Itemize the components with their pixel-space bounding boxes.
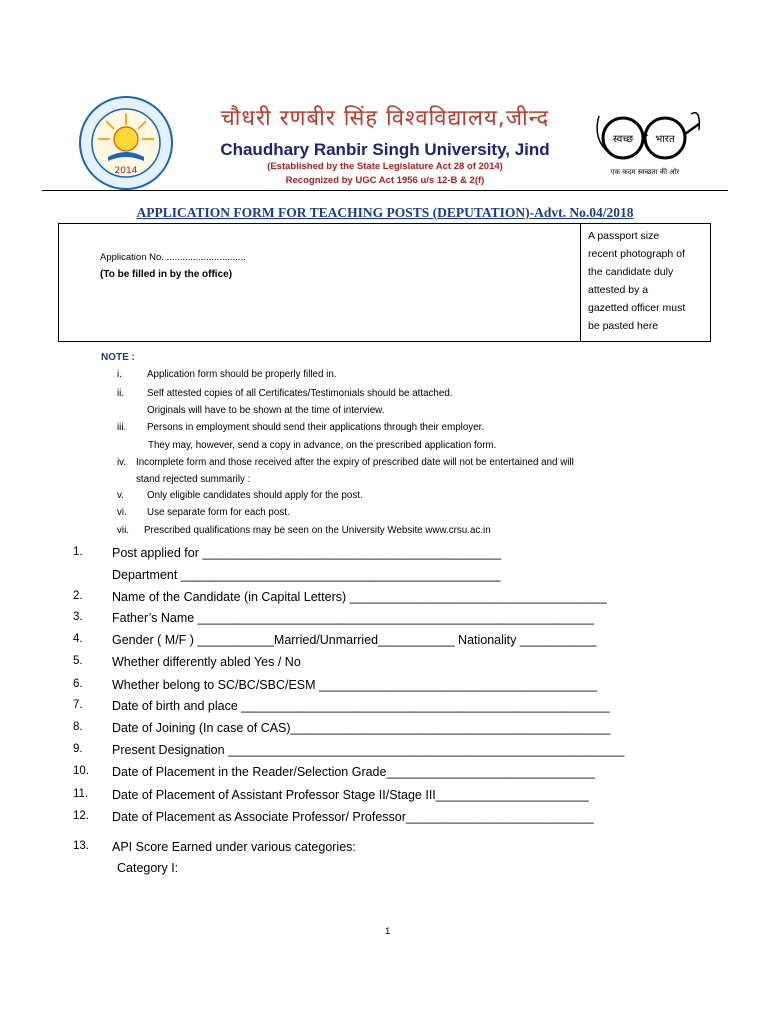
- university-name-hindi: चौधरी रणबीर सिंह विश्वविद्यालय,जीन्द: [220, 106, 550, 131]
- field-date-of-joining[interactable]: Date of Joining (In case of CAS)______________________________________________: [112, 721, 611, 735]
- svg-text:भारत: भारत: [655, 134, 675, 145]
- application-number: Application No. ..............................: [100, 252, 246, 263]
- field-number: 1.: [73, 546, 83, 558]
- photo-instructions: [588, 227, 710, 335]
- note-heading: NOTE :: [101, 352, 135, 363]
- note-text: They may, however, send a copy in advance, on the prescribed application form.: [148, 440, 497, 451]
- photo-line: A passport size: [588, 230, 660, 242]
- note-text: Incomplete form and those received after the expiry of prescribed date will not be entertained and will: [136, 457, 574, 468]
- field-number: 4.: [73, 633, 83, 645]
- note-number: v.: [117, 490, 124, 501]
- field-number: 2.: [73, 590, 83, 602]
- photo-line: the candidate duly: [588, 266, 674, 278]
- university-logo: [78, 95, 174, 191]
- note-text: Originals will have to be shown at the time of interview.: [147, 405, 385, 416]
- field-gender-marital-nationality[interactable]: Gender ( M/F ) ___________Married/Unmarried___________ Nationality ___________: [112, 633, 597, 647]
- field-date-of-birth[interactable]: Date of birth and place _____________________________________________________: [112, 699, 610, 713]
- establishment-info: [195, 160, 575, 188]
- field-department[interactable]: Department ______________________________________________: [112, 568, 501, 582]
- field-number: 7.: [73, 699, 83, 711]
- field-number: 5.: [73, 655, 83, 667]
- note-text: Self attested copies of all Certificates/Testimonials should be attached.: [147, 388, 453, 399]
- photo-line: attested by a: [588, 284, 649, 296]
- photo-divider: [580, 223, 581, 342]
- photo-line: recent photograph of: [588, 248, 685, 260]
- note-number: ii.: [117, 388, 125, 399]
- recognized-line: Recognized by UGC Act 1956 u/s 12-B & 2(f): [285, 175, 485, 186]
- header-divider: [42, 190, 728, 191]
- field-candidate-name[interactable]: Name of the Candidate (in Capital Letters) _____________________________________: [112, 590, 607, 604]
- swachh-bharat-logo: [587, 104, 703, 180]
- field-number: 3.: [73, 611, 83, 623]
- field-category[interactable]: Whether belong to SC/BC/SBC/ESM ________________________________________: [112, 678, 598, 692]
- note-number: vi.: [117, 507, 127, 518]
- photo-line: gazetted officer must: [588, 302, 686, 314]
- field-number: 12.: [73, 810, 89, 822]
- field-number: 11.: [73, 788, 89, 800]
- note-number: i.: [117, 369, 122, 380]
- established-line: (Established by the State Legislature Act 28 of 2014): [267, 161, 503, 172]
- note-text: Application form should be properly filled in.: [147, 369, 337, 380]
- field-number: 9.: [73, 743, 83, 755]
- field-post-applied[interactable]: Post applied for ___________________________________________: [112, 546, 502, 560]
- note-text: Prescribed qualifications may be seen on the University Website www.crsu.ac.in: [144, 525, 491, 536]
- field-associate-professor-placement[interactable]: Date of Placement as Associate Professor/ Professor___________________________: [112, 810, 594, 824]
- field-number: 13.: [73, 840, 89, 852]
- svg-text:स्वच्छ: स्वच्छ: [612, 134, 634, 145]
- field-number: 8.: [73, 721, 83, 733]
- field-api-score: API Score Earned under various categories:: [112, 840, 356, 854]
- field-reader-placement[interactable]: Date of Placement in the Reader/Selection Grade______________________________: [112, 765, 596, 779]
- note-text: Persons in employment should send their applications through their employer.: [147, 422, 485, 433]
- note-text: Use separate form for each post.: [147, 507, 290, 518]
- field-assistant-professor-placement[interactable]: Date of Placement of Assistant Professor Stage II/Stage III______________________: [112, 788, 589, 802]
- office-use-note: (To be filled in by the office): [100, 269, 233, 280]
- note-text: Only eligible candidates should apply for the post.: [147, 490, 363, 501]
- svg-text:2014: 2014: [114, 166, 138, 176]
- field-present-designation[interactable]: Present Designation _________________________________________________________: [112, 743, 625, 757]
- field-father-name[interactable]: Father’s Name _________________________________________________________: [112, 611, 594, 625]
- svg-text:एक कदम स्वच्छता की ओर: एक कदम स्वच्छता की ओर: [610, 168, 680, 176]
- note-number: vii.: [117, 525, 129, 536]
- field-category-one[interactable]: Category I:: [117, 861, 179, 875]
- photo-line: be pasted here: [588, 320, 659, 332]
- note-number: iii.: [117, 422, 127, 433]
- field-number: 6.: [73, 678, 83, 690]
- form-title: APPLICATION FORM FOR TEACHING POSTS (DEPUTATION)-Advt. No.04/2018: [136, 205, 634, 220]
- note-text: stand rejected summarily :: [136, 474, 251, 485]
- page-number: 1: [385, 926, 391, 937]
- field-differently-abled[interactable]: Whether differently abled Yes / No: [112, 655, 301, 669]
- university-name: Chaudhary Ranbir Singh University, Jind: [220, 140, 550, 159]
- field-number: 10.: [73, 765, 89, 777]
- note-number: iv.: [117, 457, 127, 468]
